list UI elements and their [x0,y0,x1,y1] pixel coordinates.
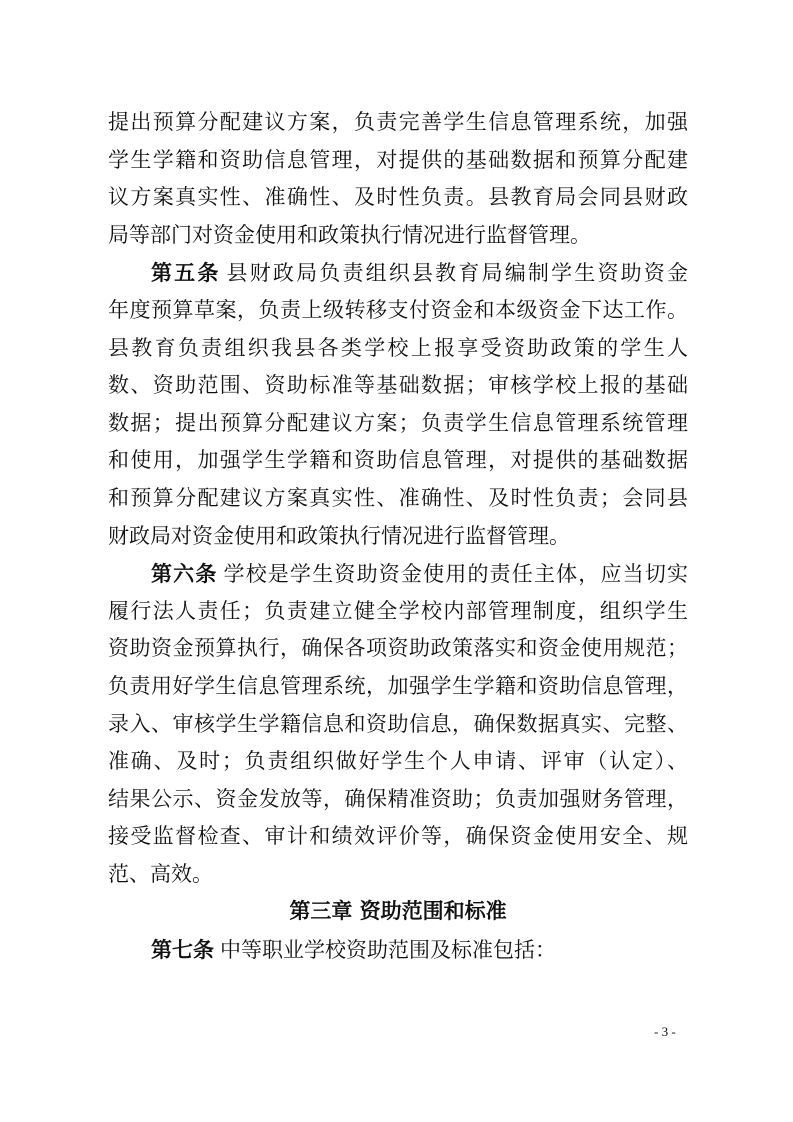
article-7-first-line [108,931,688,969]
article-5-first-line [108,254,688,292]
article-6-line: 履行法人责任；负责建立健全学校内部管理制度，组织学生 [108,598,688,623]
paragraph-line: 提出预算分配建议方案，负责完善学生信息管理系统，加强 [108,110,688,134]
paragraph-line: 议方案真实性、准确性、及时性负责。县教育局会同县财政 [108,185,688,210]
article-5-line: 县教育负责组织我县各类学校上报享受资助政策的学生人 [108,335,688,360]
article-6-line: 负责用好学生信息管理系统，加强学生学籍和资助信息管理， [108,673,688,698]
document-body [108,104,688,969]
article-6-line: 录入、审核学生学籍信息和资助信息，确保数据真实、完整、 [108,711,688,736]
chapter-heading: 第三章 资助范围和标准 [289,899,507,924]
article-6-line: 资助资金预算执行，确保各项资助政策落实和资金使用规范； [108,636,688,661]
article-6-line: 准确、及时；负责组织做好学生个人申请、评审（认定）、 [108,749,688,774]
paragraph-line: 局等部门对资金使用和政策执行情况进行监督管理。 [108,222,591,247]
article-6-line: 结果公示、资金发放等，确保精准资助；负责加强财务管理， [108,786,688,811]
article-5-line: 和预算分配建议方案真实性、准确性、及时性负责；会同县 [108,485,688,510]
article-6-line: 范、高效。 [108,861,213,886]
article-6-line: 接受监督检查、审计和绩效评价等，确保资金使用安全、规 [108,824,688,849]
article-5-label: 第五条 [151,260,221,286]
article-5-line: 数据；提出预算分配建议方案；负责学生信息管理系统管理 [108,410,688,435]
article-6-first-text: 学校是学生资助资金使用的责任主体，应当切实 [223,562,689,587]
article-6-first-line [108,555,688,593]
article-5-line: 年度预算草案，负责上级转移支付资金和本级资金下达工作。 [108,297,688,322]
article-5-first-text: 县财政局负责组织县教育局编制学生资助资金 [226,261,688,286]
article-5-line: 数、资助范围、资助标准等基础数据；审核学校上报的基础 [108,373,688,398]
article-5-line: 和使用，加强学生学籍和资助信息管理，对提供的基础数据 [108,448,688,473]
paragraph-line: 学生学籍和资助信息管理，对提供的基础数据和预算分配建 [108,147,688,172]
article-6-label: 第六条 [151,561,218,587]
article-5-line: 财政局对资金使用和政策执行情况进行监督管理。 [108,523,570,548]
article-7-first-text: 中等职业学校资助范围及标准包括： [220,938,556,963]
article-7-label: 第七条 [151,937,214,963]
page-number: - 3 - [654,1024,676,1039]
